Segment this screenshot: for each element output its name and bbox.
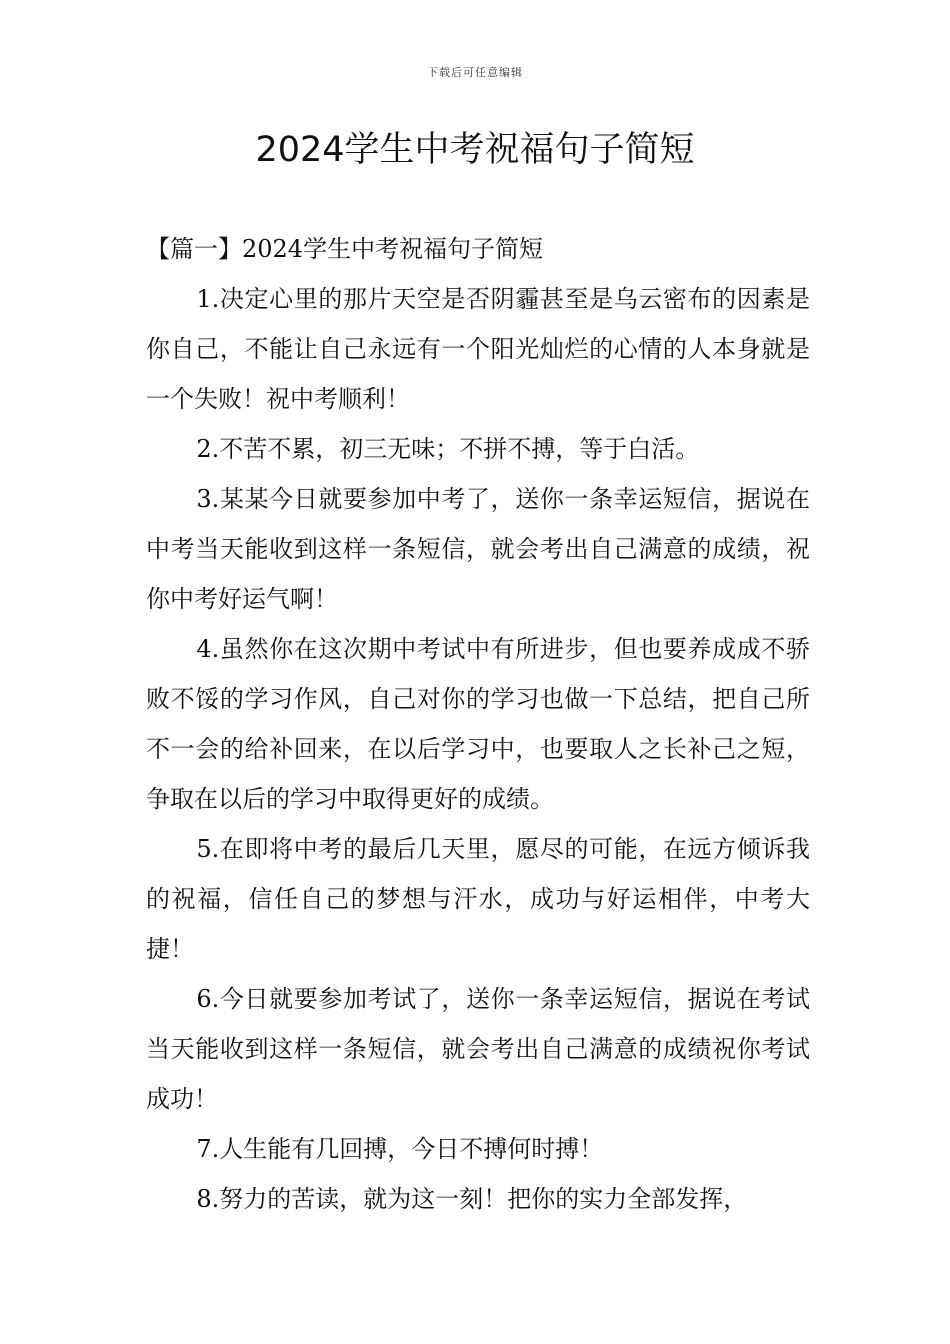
document-title: 2024学生中考祝福句子简短 xyxy=(255,130,695,170)
list-item: 3.某某今日就要参加中考了，送你一条幸运短信，据说在中考当天能收到这样一条短信，就会考出自己满意的成绩，祝你中考好运气啊！ xyxy=(146,485,810,613)
list-item: 1.决定心里的那片天空是否阴霾甚至是乌云密布的因素是你自己，不能让自己永远有一个阳光灿烂的心情的人本身就是一个失败！祝中考顺利！ xyxy=(146,285,810,413)
list-item: 6.今日就要参加考试了，送你一条幸运短信，据说在考试当天能收到这样一条短信，就会考出自己满意的成绩祝你考试成功！ xyxy=(146,985,810,1113)
list-item: 4.虽然你在这次期中考试中有所进步，但也要养成成不骄败不馁的学习作风，自己对你的学习也做一下总结，把自己所不一会的给补回来，在以后学习中，也要取人之长补己之短，争取在以后的学习中取得更好的成绩。 xyxy=(146,635,810,813)
section-heading: 【篇一】2024学生中考祝福句子简短 xyxy=(146,235,544,263)
list-item: 8.努力的苦读，就为这一刻！把你的实力全部发挥， xyxy=(196,1185,748,1213)
list-item: 7.人生能有几回搏，今日不搏何时搏！ xyxy=(196,1135,604,1163)
list-item: 2.不苦不累，初三无味；不拼不搏，等于白活。 xyxy=(196,435,700,463)
document-body xyxy=(146,224,810,1224)
list-item: 5.在即将中考的最后几天里，愿尽的可能，在远方倾诉我的祝福，信任自己的梦想与汗水，成功与好运相伴，中考大捷！ xyxy=(146,835,810,963)
header-note: 下载后可任意编辑 xyxy=(427,66,523,79)
